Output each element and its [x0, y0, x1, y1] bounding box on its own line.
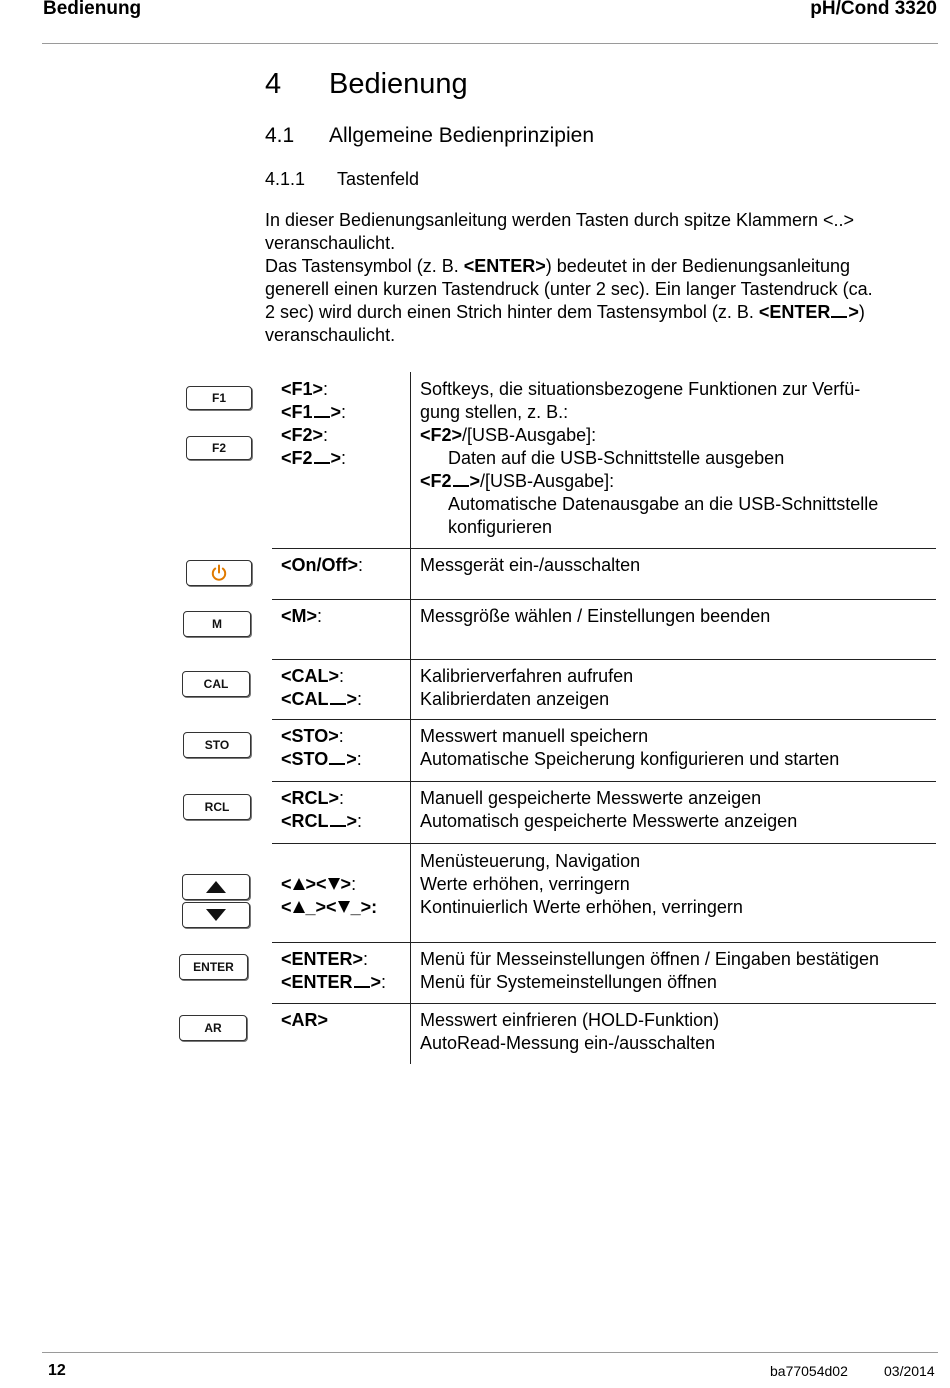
key-names-rcl: <RCL>: <RCL >:: [281, 788, 363, 831]
intro-line: In dieser Bedienungsanleitung werden Tasten durch spitze Klammern <..>: [265, 210, 855, 230]
chapter-title: Bedienung: [329, 68, 468, 100]
arrow-down-icon: [205, 908, 227, 922]
enter-key-ref: <ENTER>: [463, 256, 546, 276]
enter-long-key-ref: <ENTER >: [758, 302, 859, 322]
key-names-m: <M>:: [281, 606, 323, 626]
arrow-down-icon: [328, 878, 340, 890]
cal-key-icon: CAL: [182, 671, 250, 697]
key-names-sto: <STO>: <STO >:: [281, 726, 362, 769]
subsection-heading: [265, 169, 420, 190]
footer-rule: [42, 1352, 938, 1353]
table-row-divider: [272, 599, 936, 600]
intro-text: [265, 209, 945, 347]
key-names-cal: <CAL>: <CAL >:: [281, 666, 363, 709]
up-key-icon: [182, 874, 250, 900]
table-row-divider: [272, 548, 936, 549]
power-key-icon: [186, 560, 252, 586]
chapter-number: 4: [265, 68, 282, 100]
intro-line: 2 sec) wird durch einen Strich hinter dem Tastensymbol (z. B. <ENTER >): [265, 302, 865, 322]
intro-line: generell einen kurzen Tastendruck (unter 2 sec). Ein langer Tastendruck (ca.: [265, 279, 873, 299]
arrow-up-icon: [293, 878, 305, 890]
key-description-rcl: Manuell gespeicherte Messwerte anzeigen Automatisch gespeicherte Messwerte anzeigen: [420, 788, 798, 831]
subsection-number: 4.1.1: [265, 169, 306, 189]
key-description-cal: Kalibrierverfahren aufrufen Kalibrierdaten anzeigen: [420, 666, 634, 709]
arrow-up-icon: [293, 901, 305, 913]
table-row-divider: [272, 843, 936, 844]
arrow-down-icon: [338, 901, 350, 913]
key-description-enter: Menü für Messeinstellungen öffnen / Eingaben bestätigen Menü für Systemeinstellungen öffnen: [420, 949, 879, 992]
key-description-sto: Messwert manuell speichern Automatische Speicherung konfigurieren und starten: [420, 726, 840, 769]
key-names-ar: <AR>: [281, 1010, 329, 1030]
table-row-divider: [272, 942, 936, 943]
key-description-f: Softkeys, die situationsbezogene Funktionen zur Verfü- gung stellen, z. B.: <F2>/[USB-Ausgabe]: Daten auf die USB-Schnittstelle ausgeben <F2 >/[USB-Ausgabe]: Automatische Datenausgabe an die USB-Schnittstelle konfigurieren: [420, 379, 879, 537]
key-description-m: Messgröße wählen / Einstellungen beenden: [420, 606, 771, 626]
down-key-icon: [182, 902, 250, 928]
key-description-onoff: Messgerät ein-/ausschalten: [420, 555, 641, 575]
enter-key-icon: ENTER: [179, 954, 248, 980]
arrow-up-icon: [205, 880, 227, 894]
power-icon: [210, 564, 228, 582]
sto-key-icon: STO: [183, 732, 251, 758]
key-description-ar: Messwert einfrieren (HOLD-Funktion) AutoRead-Messung ein-/ausschalten: [420, 1010, 720, 1053]
intro-line: Das Tastensymbol (z. B. <ENTER>) bedeutet in der Bedienungsanleitung: [265, 256, 851, 276]
m-key-icon: M: [183, 611, 251, 637]
document-id: ba77054d02: [770, 1363, 848, 1379]
f1-key-icon: F1: [186, 386, 252, 410]
key-description-arrows: Menüsteuerung, Navigation Werte erhöhen, verringern Kontinuierlich Werte erhöhen, verringern: [420, 851, 743, 917]
key-names-f: <F1>: <F1 >: <F2>: <F2 >:: [281, 379, 347, 468]
running-header-left: Bedienung: [43, 0, 142, 19]
table-row-divider: [272, 781, 936, 782]
table-column-divider: [410, 372, 411, 1064]
table-row-divider: [272, 1003, 936, 1004]
intro-line: veranschaulicht.: [265, 233, 396, 253]
header-rule: [42, 43, 938, 44]
intro-line: veranschaulicht.: [265, 325, 396, 345]
chapter-heading: [265, 68, 468, 101]
section-title: Allgemeine Bedienprinzipien: [329, 124, 595, 147]
page-number: 12: [48, 1362, 66, 1379]
key-names-enter: <ENTER>: <ENTER >:: [281, 949, 387, 992]
section-number: 4.1: [265, 124, 295, 147]
ar-key-icon: AR: [179, 1015, 247, 1041]
subsection-title: Tastenfeld: [337, 169, 420, 189]
table-row-divider: [272, 659, 936, 660]
document-date: 03/2014: [884, 1363, 935, 1379]
table-row-divider: [272, 719, 936, 720]
f2-key-icon: F2: [186, 436, 252, 460]
section-heading: [265, 124, 595, 148]
running-header-right: pH/Cond 3320: [810, 0, 937, 19]
rcl-key-icon: RCL: [183, 794, 251, 820]
key-names-arrows: < >< >: < _>< _>:: [281, 874, 378, 917]
key-names-onoff: <On/Off>:: [281, 555, 364, 575]
